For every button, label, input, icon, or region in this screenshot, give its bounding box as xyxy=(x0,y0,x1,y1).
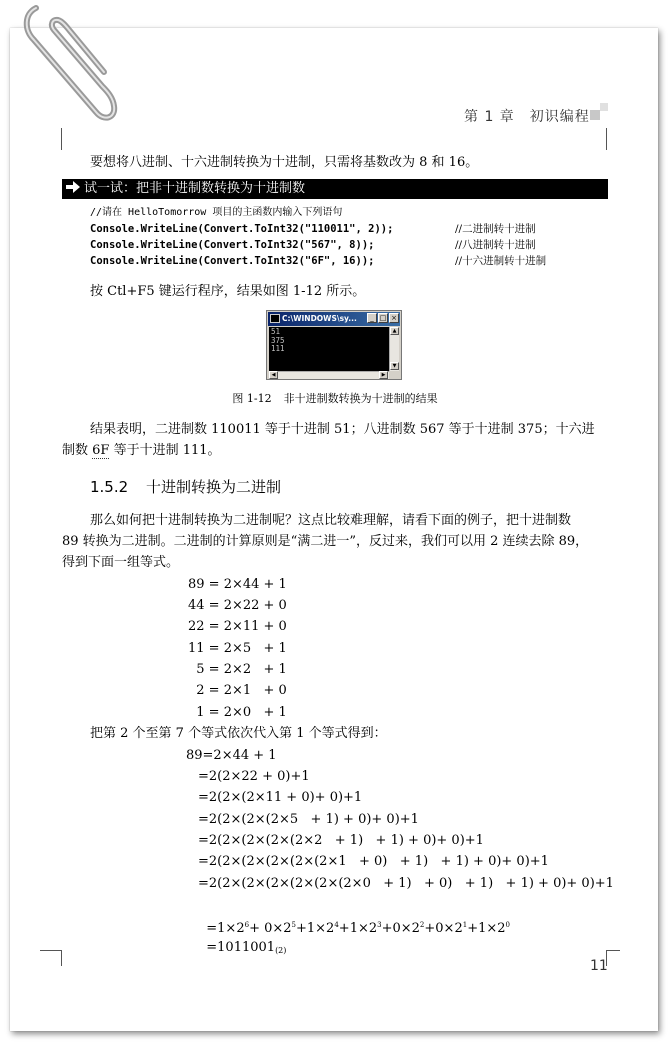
crop-mark-bottom-right xyxy=(606,950,620,966)
code-statement: Console.WriteLine(Convert.ToInt32("567", 8)); xyxy=(90,239,375,251)
figure-number: 图 1-12 xyxy=(232,392,272,405)
console-window xyxy=(266,310,402,380)
figure-caption-text: 非十进制数转换为十进制的结果 xyxy=(283,392,438,405)
equation-line: 1 = 2×0 + 1 xyxy=(188,705,287,720)
substitute-paragraph: 把第 2 个至第 7 个等式依次代入第 1 个等式得到： xyxy=(90,726,387,741)
close-icon[interactable]: × xyxy=(389,313,399,323)
result-paragraph-line: 结果表明，二进制数 110011 等于十进制 51；八进制数 567 等于十进制 375；十六进 xyxy=(90,422,595,437)
binary-value: =1011001 xyxy=(206,940,276,955)
code-statement: Console.WriteLine(Convert.ToInt32("110011", 2)); xyxy=(90,223,394,235)
equation-line: 2 = 2×1 + 0 xyxy=(188,683,287,698)
code-comment: //请在 HelloTomorrow 项目的主函数内输入下列语句 xyxy=(90,207,343,218)
section-paragraph-line: 得到下面一组等式。 xyxy=(62,555,180,570)
power-exponent: 5 xyxy=(291,921,296,929)
power-coefficient: +0×2 xyxy=(381,921,420,936)
try-it-banner xyxy=(62,179,608,199)
result-text: 等于十进制 111。 xyxy=(109,443,221,458)
crop-mark-top-right xyxy=(606,128,628,150)
figure-caption xyxy=(62,391,608,407)
expansion-line: =2(2×22 + 0)+1 xyxy=(198,769,310,784)
running-header: 第 1 章 初识编程 xyxy=(464,109,590,125)
section-number: 1.5.2 xyxy=(90,478,129,496)
final-result xyxy=(198,916,286,961)
expansion-line: =2(2×(2×11 + 0)+ 0)+1 xyxy=(198,790,363,805)
paperclip-icon xyxy=(16,0,126,130)
scroll-left-icon[interactable]: ◀ xyxy=(269,371,278,379)
maximize-icon[interactable]: □ xyxy=(379,314,387,322)
section-paragraph-line: 89 转换为二进制。二进制的计算原则是“满二进一”，反过来，我们可以用 2 连续去除 89， xyxy=(62,534,589,549)
expansion-line: =2(2×(2×(2×(2×(2×(2×0 + 1) + 0) + 1) + 1) + 0)+ 0)+1 xyxy=(198,876,614,891)
binary-base: (2) xyxy=(275,946,287,955)
power-coefficient: + 0×2 xyxy=(249,921,292,936)
power-coefficient: +0×2 xyxy=(424,921,463,936)
expansion-line: =2(2×(2×(2×(2×2 + 1) + 1) + 0)+ 0)+1 xyxy=(198,833,484,848)
code-statement: Console.WriteLine(Convert.ToInt32("6F", 16)); xyxy=(90,255,375,267)
code-line-comment: //二进制转十进制 xyxy=(455,223,536,235)
arrow-right-icon xyxy=(66,179,84,199)
crop-mark-top-left xyxy=(40,128,62,150)
crop-mark-bottom-left xyxy=(40,950,62,966)
console-app-icon xyxy=(270,314,280,323)
power-exponent: 2 xyxy=(419,921,425,929)
equation-line: 44 = 2×22 + 0 xyxy=(188,598,287,613)
console-title: C:\WINDOWS\sy... xyxy=(282,314,357,323)
expansion-line: =2(2×(2×(2×5 + 1) + 0)+ 0)+1 xyxy=(198,812,419,827)
result-paragraph-line xyxy=(62,440,608,461)
power-exponent: 0 xyxy=(505,921,510,929)
power-exponent: 3 xyxy=(377,921,382,929)
result-text: 制数 xyxy=(62,443,93,458)
scroll-up-icon[interactable]: ▲ xyxy=(390,327,399,335)
header-ornament-icon xyxy=(590,103,610,123)
hex-token: 6F xyxy=(92,443,110,458)
intro-paragraph: 要想将八进制、十六进制转换为十进制，只需将基数改为 8 和 16。 xyxy=(90,155,479,170)
power-coefficient: +1×2 xyxy=(467,921,506,936)
expansion-line: =2(2×(2×(2×(2×(2×1 + 0) + 1) + 1) + 0)+ 0)+1 xyxy=(198,854,549,869)
equation-line: 11 = 2×5 + 1 xyxy=(188,641,287,656)
power-coefficient: =1×2 xyxy=(206,921,245,936)
code-line-comment: //十六进制转十进制 xyxy=(455,255,547,267)
scroll-down-icon[interactable]: ▼ xyxy=(390,362,399,370)
minimize-icon[interactable]: _ xyxy=(367,313,377,323)
section-heading xyxy=(90,476,281,498)
scroll-right-icon[interactable]: ▶ xyxy=(379,371,388,379)
horizontal-scrollbar[interactable] xyxy=(269,371,389,379)
section-title: 十进制转换为二进制 xyxy=(146,478,282,496)
power-exponent: 4 xyxy=(334,921,339,929)
code-line-comment: //八进制转十进制 xyxy=(455,239,536,251)
console-output: 51 375 111 xyxy=(269,327,389,371)
equation-line: 89 = 2×44 + 1 xyxy=(188,577,287,592)
equation-line: 22 = 2×11 + 0 xyxy=(188,619,287,634)
power-coefficient: +1×2 xyxy=(296,921,335,936)
run-instruction: 按 Ctl+F5 键运行程序，结果如图 1-12 所示。 xyxy=(90,284,366,299)
vertical-scrollbar[interactable] xyxy=(389,327,399,371)
try-it-label: 试一试：把非十进制数转换为十进制数 xyxy=(84,181,306,196)
page-number: 11 xyxy=(590,958,608,974)
power-exponent: 6 xyxy=(244,921,250,929)
power-coefficient: +1×2 xyxy=(338,921,378,936)
expansion-line: 89=2×44 + 1 xyxy=(186,748,277,763)
power-exponent: 1 xyxy=(462,921,468,929)
equation-line: 5 = 2×2 + 1 xyxy=(188,662,287,677)
section-paragraph-line: 那么如何把十进制转换为二进制呢？这点比较难理解，请看下面的例子，把十进制数 xyxy=(90,513,572,528)
